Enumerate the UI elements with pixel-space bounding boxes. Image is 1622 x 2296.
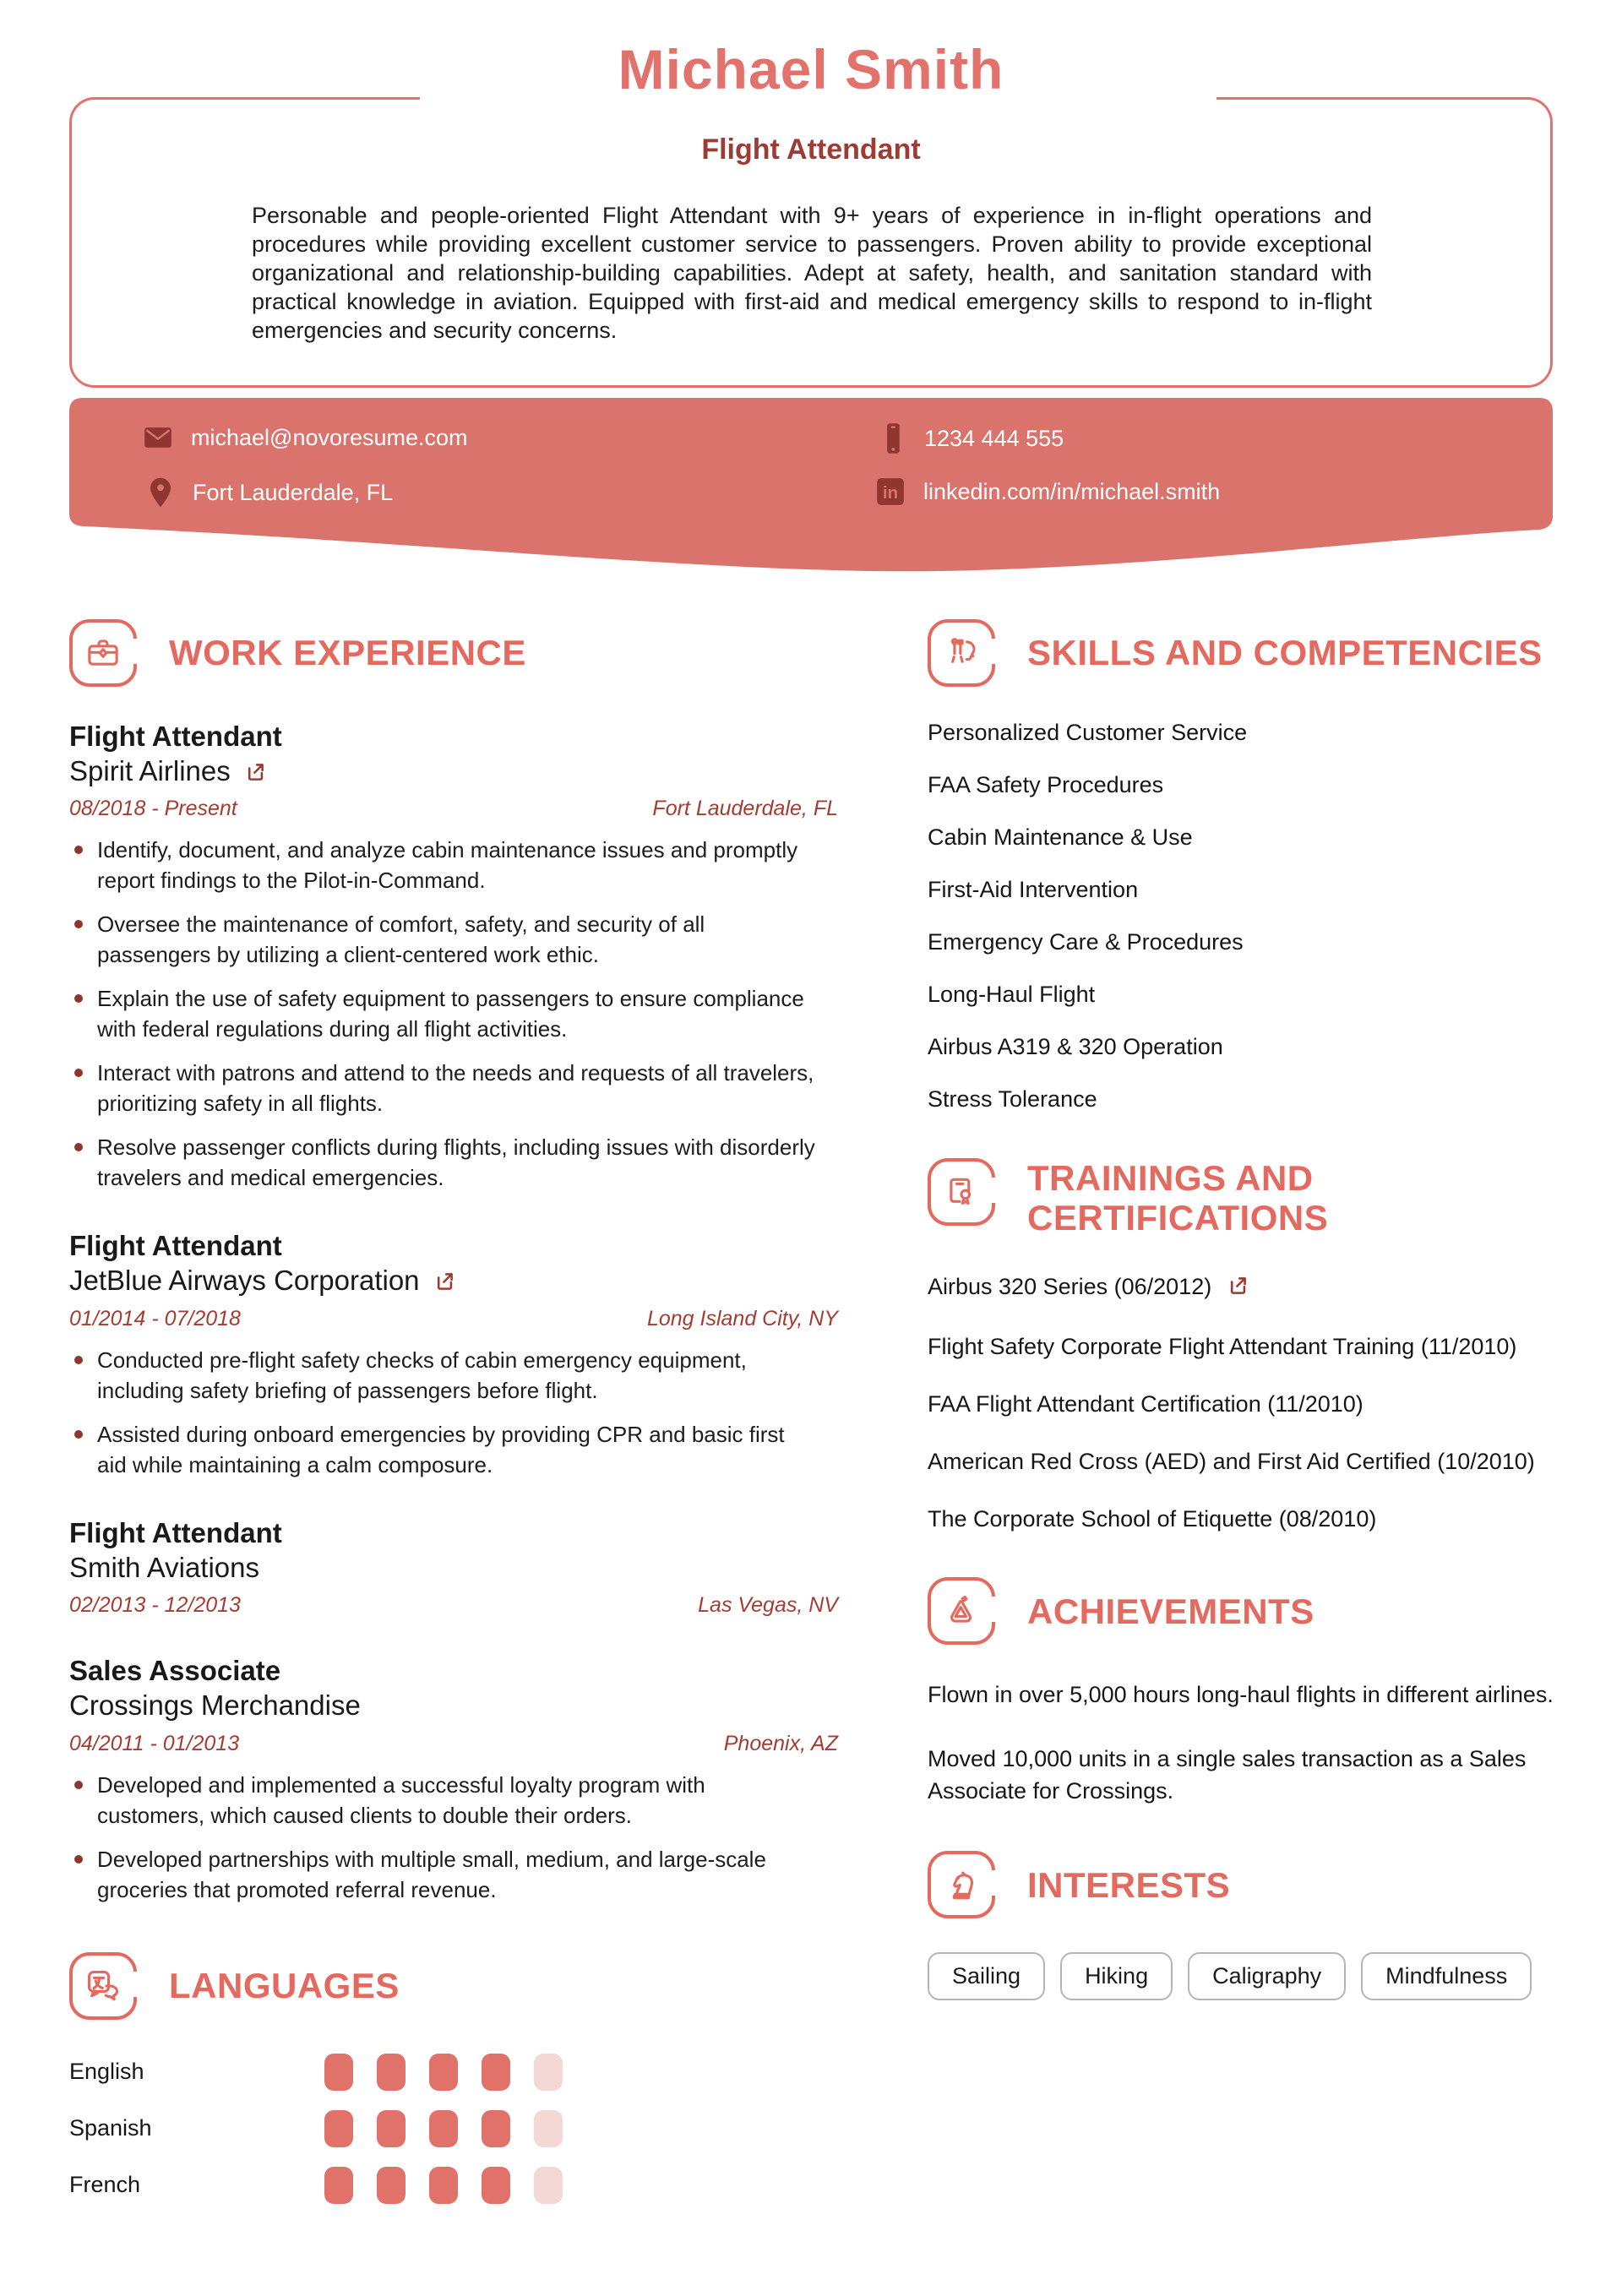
job-company-row bbox=[69, 1549, 838, 1587]
skill-list bbox=[928, 721, 1561, 1111]
svg-text:in: in bbox=[882, 482, 899, 503]
job-bullet-list bbox=[69, 1770, 838, 1905]
language-list bbox=[69, 2054, 838, 2204]
left-column bbox=[69, 619, 838, 2223]
trainings-section bbox=[928, 1158, 1561, 1535]
job-dates: 08/2018 - Present bbox=[69, 797, 237, 821]
job-list bbox=[69, 721, 838, 1905]
certification-item bbox=[928, 1504, 1561, 1535]
work-experience-header bbox=[69, 619, 838, 687]
skill-item: FAA Safety Procedures bbox=[928, 772, 1164, 797]
interest-chip-list bbox=[928, 1952, 1561, 2000]
level-square bbox=[534, 2167, 563, 2204]
level-square bbox=[324, 2110, 353, 2147]
skill-item: First-Aid Intervention bbox=[928, 877, 1139, 902]
contact-email-value[interactable]: michael@novoresume.com bbox=[191, 424, 468, 450]
interest-chip: Caligraphy bbox=[1188, 1952, 1346, 2000]
job-company-row bbox=[69, 1262, 838, 1300]
job-bullet: Developed partnerships with multiple small, medium, and large-scale groceries that promoted referral revenue. bbox=[69, 1844, 816, 1905]
certification-item bbox=[928, 1331, 1561, 1363]
interests-title: INTERESTS bbox=[1027, 1864, 1231, 1905]
job-bullet: Developed and implemented a successful loyalty program with customers, which caused clients to double their orders. bbox=[69, 1770, 816, 1831]
job-bullet: Conducted pre-flight safety checks of cabin emergency equipment, including safety briefing of passengers before flight. bbox=[69, 1345, 816, 1406]
job-entry bbox=[69, 1655, 838, 1904]
job-company-name: JetBlue Airways Corporation bbox=[69, 1265, 420, 1297]
job-meta-row bbox=[69, 1593, 838, 1618]
external-link-icon[interactable] bbox=[433, 1270, 456, 1292]
phone-icon bbox=[879, 422, 907, 455]
contact-phone-value: 1234 444 555 bbox=[924, 425, 1064, 451]
achievements-title: ACHIEVEMENTS bbox=[1027, 1591, 1314, 1631]
language-name: Spanish bbox=[69, 2115, 152, 2141]
job-dates: 02/2013 - 12/2013 bbox=[69, 1593, 241, 1618]
job-bullet: Oversee the maintenance of comfort, safety, and security of all passengers by utilizing a client-centered work ethic. bbox=[69, 909, 816, 970]
language-level bbox=[324, 2110, 586, 2147]
person-name: Michael Smith bbox=[618, 38, 1004, 101]
trainings-header bbox=[928, 1158, 1561, 1238]
skills-header bbox=[928, 619, 1561, 687]
level-square bbox=[429, 2167, 458, 2204]
job-location: Long Island City, NY bbox=[646, 1306, 838, 1330]
job-bullet: Identify, document, and analyze cabin maintenance issues and promptly report findings to the Pilot-in-Command. bbox=[69, 835, 816, 895]
level-square bbox=[377, 2167, 406, 2204]
certification-text: FAA Flight Attendant Certification (11/2010) bbox=[928, 1391, 1363, 1417]
job-bullet: Interact with patrons and attend to the needs and requests of all travelers, prioritizing safety in all flights. bbox=[69, 1058, 816, 1118]
level-square bbox=[429, 2054, 458, 2091]
job-entry bbox=[69, 1517, 838, 1618]
skills-title: SKILLS AND COMPETENCIES bbox=[1027, 633, 1543, 673]
job-entry bbox=[69, 721, 838, 1193]
job-company-row bbox=[69, 1687, 838, 1725]
work-experience-title: WORK EXPERIENCE bbox=[169, 633, 526, 673]
skill-item: Personalized Customer Service bbox=[928, 720, 1248, 745]
level-square bbox=[482, 2054, 510, 2091]
external-link-icon[interactable] bbox=[244, 760, 267, 783]
contact-band bbox=[69, 398, 1553, 577]
level-square bbox=[482, 2110, 510, 2147]
briefcase-icon bbox=[69, 619, 137, 687]
job-location: Las Vegas, NV bbox=[698, 1593, 838, 1618]
languages-header bbox=[69, 1952, 838, 2020]
certification-item bbox=[928, 1271, 1561, 1305]
external-link-icon[interactable] bbox=[1227, 1274, 1249, 1305]
skill-item: Stress Tolerance bbox=[928, 1086, 1097, 1112]
job-company-name: Crossings Merchandise bbox=[69, 1689, 361, 1722]
skills-tools-icon bbox=[928, 619, 995, 687]
job-title: Flight Attendant bbox=[69, 1230, 282, 1262]
contact-location bbox=[145, 476, 393, 509]
contact-email bbox=[142, 422, 468, 454]
job-title: Flight Attendant bbox=[69, 1516, 282, 1548]
chess-knight-icon bbox=[928, 1851, 995, 1918]
language-row bbox=[69, 2167, 838, 2204]
contact-phone bbox=[879, 422, 1064, 455]
person-job-title: Flight Attendant bbox=[701, 133, 921, 166]
certification-text: American Red Cross (AED) and First Aid Certified (10/2010) bbox=[928, 1449, 1535, 1475]
job-company-name: Smith Aviations bbox=[69, 1551, 260, 1583]
translate-icon bbox=[69, 1952, 137, 2020]
job-entry bbox=[69, 1230, 838, 1479]
language-name: French bbox=[69, 2172, 141, 2198]
job-meta-row bbox=[69, 797, 838, 821]
achievement-list bbox=[928, 1678, 1561, 1807]
location-pin-icon bbox=[145, 476, 176, 509]
certification-item bbox=[928, 1389, 1561, 1420]
skill-item: Cabin Maintenance & Use bbox=[928, 824, 1193, 850]
interest-chip: Hiking bbox=[1060, 1952, 1173, 2000]
job-dates: 01/2014 - 07/2018 bbox=[69, 1306, 241, 1330]
job-location: Phoenix, AZ bbox=[723, 1731, 838, 1755]
certification-list bbox=[928, 1271, 1561, 1535]
language-row bbox=[69, 2054, 838, 2091]
interest-chip: Sailing bbox=[928, 1952, 1045, 2000]
contact-linkedin-value[interactable]: linkedin.com/in/michael.smith bbox=[923, 478, 1221, 504]
flask-icon bbox=[928, 1577, 995, 1645]
job-company-row bbox=[69, 753, 838, 791]
job-bullet-list bbox=[69, 1345, 838, 1480]
linkedin-icon bbox=[874, 476, 906, 508]
level-square bbox=[534, 2110, 563, 2147]
certification-text: Airbus 320 Series (06/2012) bbox=[928, 1274, 1212, 1300]
contact-linkedin bbox=[874, 476, 1220, 508]
right-column bbox=[928, 619, 1561, 2000]
skill-item: Long-Haul Flight bbox=[928, 982, 1096, 1007]
job-company-name: Spirit Airlines bbox=[69, 754, 231, 786]
achievement-item: Flown in over 5,000 hours long-haul flights in different airlines. bbox=[928, 1682, 1554, 1708]
level-square bbox=[482, 2167, 510, 2204]
achievement-item: Moved 10,000 units in a single sales transaction as a Sales Associate for Crossings. bbox=[928, 1746, 1527, 1804]
language-name: English bbox=[69, 2059, 144, 2085]
email-icon bbox=[142, 422, 174, 454]
language-level bbox=[324, 2167, 586, 2204]
job-bullet: Resolve passenger conflicts during flights, including issues with disorderly travelers and medical emergencies. bbox=[69, 1132, 816, 1193]
certification-item bbox=[928, 1446, 1561, 1477]
job-title: Flight Attendant bbox=[69, 721, 282, 752]
level-square bbox=[377, 2054, 406, 2091]
level-square bbox=[377, 2110, 406, 2147]
language-level bbox=[324, 2054, 586, 2091]
level-square bbox=[534, 2054, 563, 2091]
level-square bbox=[324, 2167, 353, 2204]
job-title: Sales Associate bbox=[69, 1655, 281, 1687]
languages-title: LANGUAGES bbox=[169, 1966, 400, 2006]
languages-section bbox=[69, 1952, 838, 2204]
level-square bbox=[429, 2110, 458, 2147]
job-meta-row bbox=[69, 1732, 838, 1756]
job-location: Fort Lauderdale, FL bbox=[652, 797, 838, 821]
level-square bbox=[324, 2054, 353, 2091]
certificate-icon bbox=[928, 1158, 995, 1226]
summary-text: Personable and people-oriented Flight Attendant with 9+ years of experience in in-flight operations and procedures while providing excellent customer service to passengers. Proven ability to provide exceptional organizational and relationship-building capabilities. Adept at safety, health, and sanitation standard with practical knowledge in aviation. Equipped with first-aid and medical emergency skills to respond to in-flight emergencies and security concerns. bbox=[252, 203, 1372, 343]
interests-header bbox=[928, 1851, 1561, 1918]
skill-item: Emergency Care & Procedures bbox=[928, 929, 1244, 955]
achievements-header bbox=[928, 1577, 1561, 1645]
job-meta-row bbox=[69, 1307, 838, 1331]
contact-location-value: Fort Lauderdale, FL bbox=[193, 479, 394, 505]
achievements-section bbox=[928, 1577, 1561, 1807]
job-dates: 04/2011 - 01/2013 bbox=[69, 1731, 240, 1755]
certification-text: The Corporate School of Etiquette (08/2010) bbox=[928, 1506, 1377, 1532]
job-bullet-list bbox=[69, 835, 838, 1193]
trainings-title: TRAININGS AND CERTIFICATIONS bbox=[1027, 1158, 1329, 1238]
skill-item: Airbus A319 & 320 Operation bbox=[928, 1034, 1223, 1059]
certification-text: Flight Safety Corporate Flight Attendant Training (11/2010) bbox=[928, 1334, 1517, 1360]
language-row bbox=[69, 2110, 838, 2147]
job-bullet: Assisted during onboard emergencies by providing CPR and basic first aid while maintaining a calm composure. bbox=[69, 1419, 816, 1480]
interests-section bbox=[928, 1851, 1561, 2000]
job-bullet: Explain the use of safety equipment to passengers to ensure compliance with federal regulations during all flight activities. bbox=[69, 983, 816, 1044]
interest-chip: Mindfulness bbox=[1361, 1952, 1532, 2000]
